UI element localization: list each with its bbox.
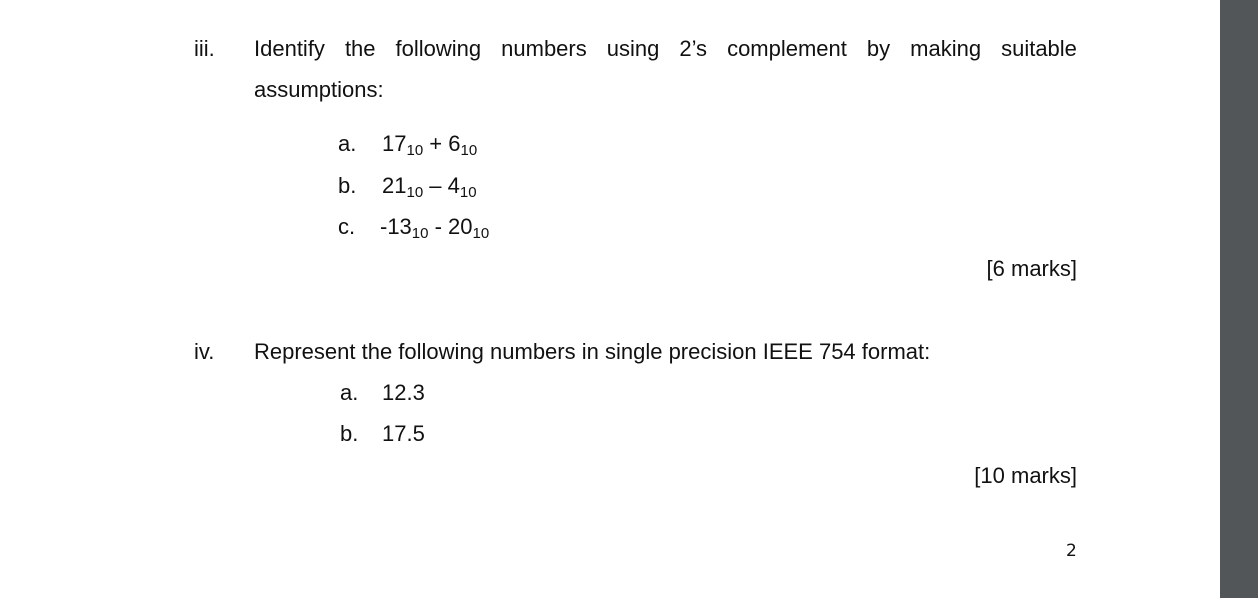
viewer-scroll-gutter[interactable] (1220, 0, 1258, 598)
word: Identify (254, 36, 325, 61)
marks-iii: [6 marks] (986, 256, 1077, 281)
item-label-b: b. (340, 421, 359, 446)
item-expression-b: $21_{10} - 4_{10}$ (382, 173, 477, 201)
item-label-c: c. (338, 214, 356, 239)
marks-iv: [10 marks] (974, 463, 1077, 488)
word: by (866, 36, 891, 61)
question-iii-text-line2: assumptions: (254, 77, 384, 102)
item-expression-c: $-13_{10} - 20_{10}$ (380, 214, 490, 242)
item-label-b: b. (338, 173, 357, 198)
question-iv-text: Represent the following numbers in single precision IEEE 754 format: (254, 339, 931, 364)
word: numbers (501, 36, 587, 61)
question-iii-text-line1 (254, 36, 1077, 62)
item-value-a: 12.3 (382, 380, 425, 405)
page-number: 2 (1066, 541, 1077, 561)
item-label-a: a. (338, 131, 357, 156)
word: suitable (1001, 36, 1077, 61)
question-number-iv: iv. (194, 339, 215, 364)
word: complement (727, 36, 847, 61)
question-number-iii: iii. (194, 36, 215, 61)
item-value-b: 17.5 (382, 421, 425, 446)
word: following (395, 36, 482, 61)
word: making (910, 36, 982, 61)
item-label-a: a. (340, 380, 359, 405)
word: the (344, 36, 376, 61)
item-expression-a: $17_{10} + 6_{10}$ (382, 131, 478, 159)
word: using (606, 36, 660, 61)
word: 2’s (679, 36, 708, 61)
